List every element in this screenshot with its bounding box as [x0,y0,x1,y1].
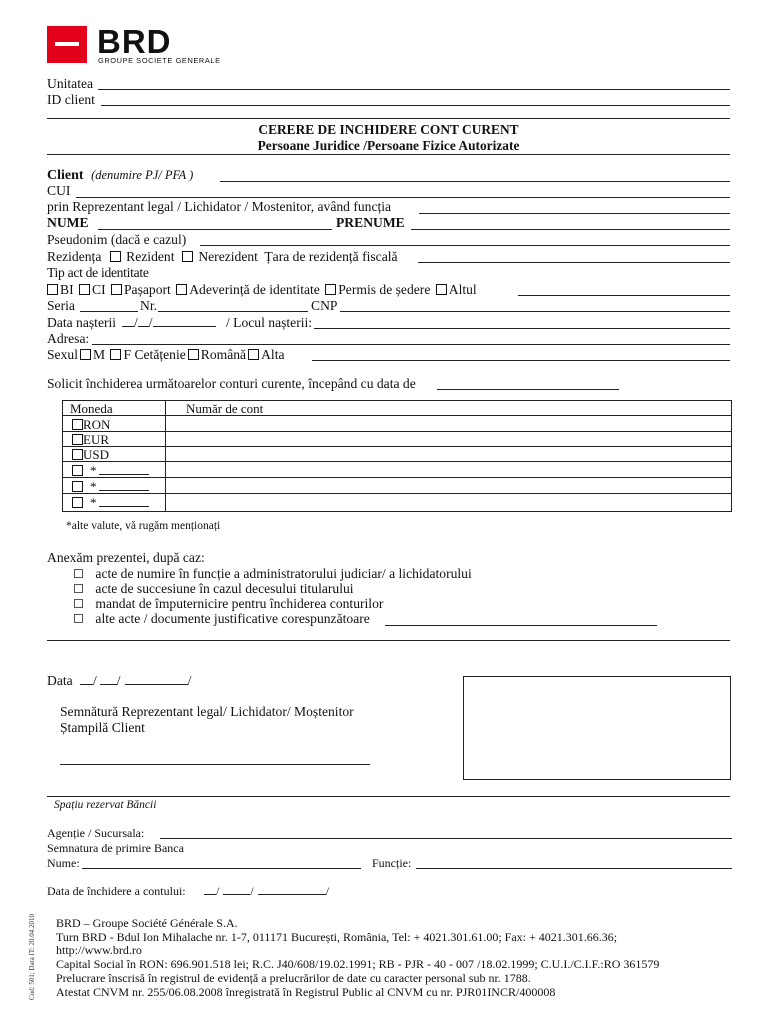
client-hint: (denumire PJ/ PFA ) [91,168,194,182]
cetatenie-label: Cetățenie [134,347,186,362]
other-currency-label: * [90,463,97,478]
form-title: CERERE DE INCHIDERE CONT CURENT [258,122,519,137]
prenume-label: PRENUME [336,215,405,230]
usd-checkbox[interactable] [72,449,83,460]
signature-date-field[interactable]: / / / [80,673,191,689]
other-account-field[interactable] [167,495,727,509]
romana-checkbox[interactable] [188,349,199,360]
footer-line: BRD – Groupe Société Générale S.A. [56,916,238,930]
unitatea-row [47,76,93,92]
id-adeverinta-checkbox[interactable] [176,284,187,295]
footer-line: Atestat CNVM nr. 255/06.08.2008 înregistrată în Registrul Public al CNVM cu nr. PJR01INCR/400008 [56,985,556,999]
alta-checkbox[interactable] [248,349,259,360]
table-row [63,447,731,462]
id-pasaport-checkbox[interactable] [111,284,122,295]
id-client-row [47,92,95,108]
signature-label: Semnătură Reprezentant legal/ Lichidator/ Moștenitor [60,704,354,719]
tip-act-label: Tip act de identitate [47,265,149,280]
stamp-label: Ștampilă Client [60,720,145,735]
nerezident-label: Nerezident [198,249,258,264]
cnp-field[interactable] [340,311,730,312]
sex-f-label: F [123,347,132,362]
nume-row [47,215,89,231]
bank-reserved-label: Spațiu rezervat Băncii [54,799,157,811]
locul-nasterii-field[interactable] [314,328,730,329]
other-currency-field[interactable] [99,479,149,491]
client-label: Client [47,168,84,183]
other-currency-field[interactable] [99,463,149,475]
annex-title: Anexăm prezentei, după caz: [47,550,205,565]
divider [47,118,730,119]
agentie-label: Agenție / Sucursala: [47,826,145,840]
other-currency-checkbox[interactable] [72,497,83,508]
adresa-label: Adresa: [47,331,90,346]
id-ci-checkbox[interactable] [79,284,90,295]
annex-item [74,611,370,627]
annex-item-label: acte de numire în funcție a administratorului judiciar/ a lichidatorului [95,566,472,581]
table-row [63,463,731,478]
annex-item [74,566,472,582]
id-other-field[interactable] [518,295,730,296]
sex-row [47,347,285,363]
request-label: Solicit închiderea următoarelor conturi curente, începând cu data de [47,376,416,391]
other-currency-label: * [90,479,97,494]
bank-name-field[interactable] [82,868,361,869]
divider [47,154,730,155]
alta-label: Alta [261,347,285,362]
sex-m-label: M [92,347,106,362]
accounts-table [62,400,732,512]
tara-label: Țara de rezidență fiscală [264,249,398,264]
other-currency-field[interactable] [99,495,149,507]
table-row [63,479,731,494]
id-bi-checkbox[interactable] [47,284,58,295]
prenume-field[interactable] [411,229,730,230]
sexul-label: Sexul [47,347,78,362]
id-altul-checkbox[interactable] [436,284,447,295]
logo-wordmark: BRD [97,23,172,60]
sex-m-checkbox[interactable] [80,349,91,360]
annex-item-label: alte acte / documente justificative corespunzătoare [95,611,370,626]
other-account-field[interactable] [167,463,727,477]
eur-label: EUR [83,432,109,447]
client-name-field[interactable] [220,181,730,182]
other-currency-label: * [90,495,97,510]
id-client-label: ID client [47,92,95,107]
id-client-field[interactable] [101,105,730,106]
nr-field[interactable] [158,311,308,312]
footer-line: Capital Social în RON: 696.901.518 lei; R.C. J40/608/19.02.1991; RB - PJR - 40 - 007 /18.02.1999; C.U.I./C.I.F.:RO 361579 [56,957,660,971]
data-nasterii-label: Data nașterii [47,315,117,330]
table-footnote: *alte valute, vă rugăm menționați [66,520,221,532]
other-currency-checkbox[interactable] [72,465,83,476]
document-code: Cod: 501; Data IT: 20.04.2010 [28,914,36,1000]
bank-function-label: Funcție: [372,856,412,870]
unitatea-field[interactable] [98,89,730,90]
table-row [63,495,731,510]
annex-item-label: acte de succesiune în cazul decesului titularului [95,581,354,596]
nume-field[interactable] [98,229,332,230]
annex-checkbox[interactable] [74,599,83,608]
id-bi-label: BI [60,282,74,297]
usd-account-field[interactable] [167,447,727,461]
alta-field[interactable] [312,360,730,361]
id-adeverinta-label: Adeverință de identitate [189,282,320,297]
closing-date-field[interactable]: / / / [204,884,329,899]
function-field[interactable] [419,213,730,214]
annex-other-field[interactable] [385,625,657,626]
divider [47,796,730,797]
birth-date-field[interactable]: / / [122,315,216,331]
nerezident-checkbox[interactable] [182,251,193,262]
ron-account-field[interactable] [167,417,727,431]
nume-label: NUME [47,215,89,230]
pseudonim-field[interactable] [200,245,730,246]
usd-label: USD [83,447,110,462]
locul-nasterii-label: / Locul nașterii: [226,315,313,330]
bank-signature-label: Semnatura de primire Banca [47,841,184,855]
form-subtitle: Persoane Juridice /Persoane Fizice Autorizate [257,138,520,153]
id-ci-label: CI [92,282,106,297]
signature-field[interactable] [60,764,370,765]
rezident-checkbox[interactable] [110,251,121,262]
table-row [63,417,731,432]
moneda-header: Moneda [70,401,113,416]
closing-date-label: Data de închidere a contului: [47,884,186,898]
annex-extra-line[interactable] [47,640,730,641]
id-permis-label: Permis de ședere [338,282,431,297]
annex-checkbox[interactable] [74,569,83,578]
footer-line: Prelucrare înscrisă în registrul de evidență a prelucrărilor de date cu caracter personal sub nr. 1788. [56,971,531,985]
bank-name-label: Nume: [47,856,80,870]
annex-checkbox[interactable] [74,584,83,593]
bank-function-field[interactable] [416,868,732,869]
table-row [63,432,731,447]
seria-field[interactable] [80,311,138,312]
agentie-field[interactable] [160,838,732,839]
footer-line: Turn BRD - Bdul Ion Mihalache nr. 1-7, 011171 București, România, Tel: + 4021.301.61.00; Fax: + 4021.301.66.36; [56,929,618,944]
annex-checkbox[interactable] [74,614,83,623]
ron-checkbox[interactable] [72,419,83,430]
romana-label: Română [200,347,247,362]
cui-field[interactable] [76,197,730,198]
data-label: Data [47,673,73,688]
id-type-row [47,282,477,298]
pseudonim-label: Pseudonim (dacă e cazul) [47,232,187,247]
rezidenta-row [47,249,398,265]
other-account-field[interactable] [167,479,727,493]
brd-logo-icon [47,26,87,63]
sex-f-checkbox[interactable] [110,349,121,360]
account-number-header: Număr de cont [186,401,264,416]
annex-item-label: mandat de împuternicire pentru închiderea conturilor [95,596,384,611]
request-date-field[interactable] [437,389,619,390]
unitatea-label: Unitatea [47,76,94,91]
id-pasaport-label: Pașaport [124,282,171,297]
id-permis-checkbox[interactable] [325,284,336,295]
annex-item [74,581,354,597]
other-currency-checkbox[interactable] [72,481,83,492]
table-header [63,401,731,416]
rezident-label: Rezident [126,249,175,264]
ron-label: RON [83,417,111,432]
logo-subtitle: GROUPE SOCIETE GENERALE [98,56,221,65]
id-altul-label: Altul [448,282,477,297]
seria-label: Seria [47,298,75,313]
cui-label: CUI [47,183,71,198]
eur-account-field[interactable] [167,432,727,446]
annex-item [74,596,383,612]
stamp-box[interactable] [463,676,731,780]
cnp-label: CNP [311,298,338,313]
tara-field[interactable] [418,262,730,263]
eur-checkbox[interactable] [72,434,83,445]
rezidenta-label: Rezidența [47,249,102,264]
client-row [47,167,193,183]
footer-line: http://www.brd.ro [56,943,142,957]
representative-label: prin Reprezentant legal / Lichidator / Mostenitor, având funcția [47,199,392,214]
adresa-field[interactable] [92,344,730,345]
nr-label: Nr. [140,298,157,313]
prenume-row [336,215,405,231]
